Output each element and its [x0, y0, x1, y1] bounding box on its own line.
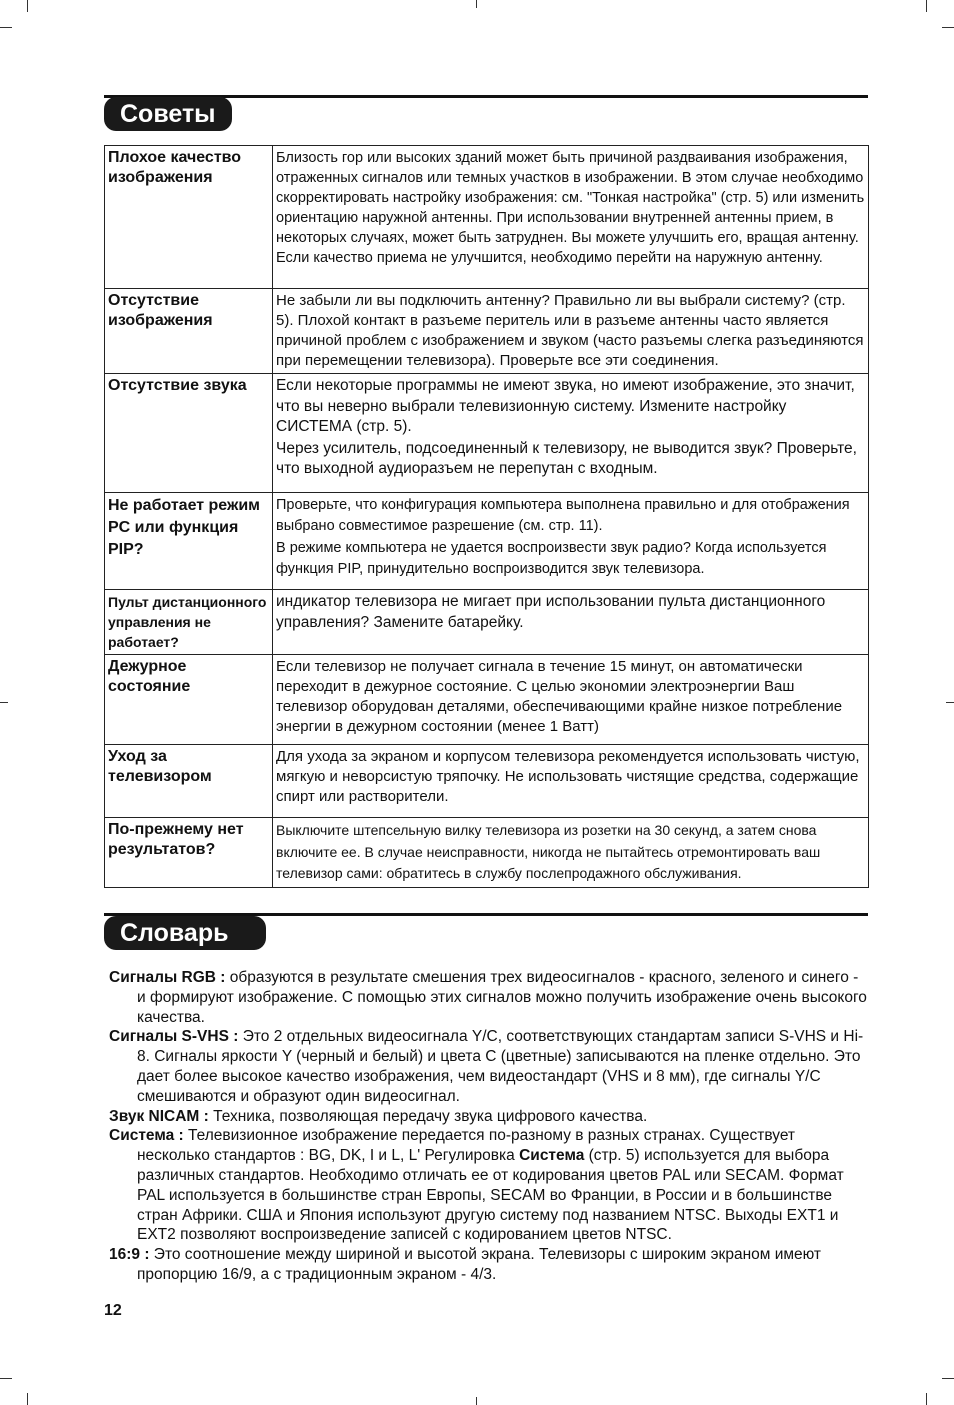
- solution-cell: [273, 289, 869, 374]
- solution-cell: [273, 745, 869, 818]
- table-row: [105, 493, 869, 590]
- solution-cell: [273, 590, 869, 655]
- tips-table: [104, 145, 869, 888]
- problem-cell: Отсутствие изображения: [105, 289, 273, 374]
- solution-text: Если некоторые программы не имеют звука, но имеют изображение, это значит, что вы неверно выбрали телевизионную систему. Измените настройку СИСТЕМА (стр. 5).: [276, 377, 855, 435]
- crop-mark: [942, 27, 954, 28]
- glossary-term: 16:9 :: [109, 1246, 150, 1264]
- crop-mark: [946, 702, 954, 703]
- glossary-list: [109, 968, 869, 1285]
- glossary-definition: Техника, позволяющая передачу звука цифрового качества.: [208, 1107, 648, 1125]
- solution-cell: [273, 146, 869, 289]
- table-row: [105, 590, 869, 655]
- page-number: 12: [104, 1302, 122, 1319]
- crop-mark: [942, 1378, 954, 1379]
- problem-cell: Отсутствие звука: [105, 374, 273, 493]
- glossary-term: Сигналы S-VHS :: [109, 1028, 239, 1046]
- glossary-entry: [109, 1107, 869, 1127]
- crop-mark: [27, 1393, 28, 1405]
- crop-mark: [0, 702, 8, 703]
- glossary-definition: Телевизионное изображение передается по-разному в разных странах. Существует несколько стандартов : BG, DK, I и L, L' Регулировка: [137, 1127, 796, 1165]
- solution-text: Если телевизор не получает сигнала в течение 15 минут, он автоматически переходит в дежурное состояние. С целью экономии электроэнергии Ваш телевизор оборудован деталями, обеспечивающими крайне низкое потребление энергии в дежурном состоянии (менее 1 Ватт): [276, 658, 843, 735]
- crop-mark: [0, 27, 12, 28]
- solution-text: Выключите штепсельную вилку телевизора из розетки на 30 секунд, а затем снова включите ее. В случае неисправности, никогда не пытайтесь отремонтировать ваш телевизор сами: обратитесь в службу послепродажного обслуживания.: [276, 822, 821, 881]
- solution-text: Не забыли ли вы подключить антенну? Правильно ли вы выбрали систему? (стр. 5). Плохой контакт в разъеме перитель или в разъеме антенны часто является причиной проблем с изображением и звуком (часто разъемы слегка разъединяются при перемещении телевизора). Проверьте все эти соединения.: [276, 292, 864, 369]
- glossary-term: Сигналы RGB :: [109, 969, 226, 986]
- problem-cell: Дежурное состояние: [105, 655, 273, 745]
- glossary-definition: образуются в результате смешения трех видеосигналов - красного, зеленого и синего - и формируют изображение. С помощью этих сигналов можно получить изображение очень высокого качества.: [137, 969, 867, 1026]
- solution-cell: [273, 493, 869, 590]
- problem-cell: По-прежнему нет результатов?: [105, 818, 273, 888]
- crop-mark: [27, 0, 28, 12]
- solution-text: Проверьте, что конфигурация компьютера выполнена правильно и для отображения выбрано совместимое разрешение (см. стр. 11).: [276, 497, 850, 534]
- glossary-entry: [109, 1027, 869, 1106]
- table-row: [105, 745, 869, 818]
- tips-section-title: Советы: [104, 97, 232, 131]
- crop-mark: [0, 1378, 12, 1379]
- solution-text: Близость гор или высоких зданий может быть причиной раздваивания изображения, отраженных сигналов или темных участков в изображении. В этом случае необходимо скорректировать настройку изображения: см. "Тонкая настройка" (стр. 5) или изменить ориентацию наружной антенны. При использовании внутренней антенны прием, в некоторых случаях, может быть затруднен. Вы можете улучшить его, вращая антенну. Если качество приема не улучшится, необходимо перейти на наружную антенну.: [276, 150, 865, 266]
- glossary-term: Звук NICAM :: [109, 1107, 209, 1125]
- solution-cell: [273, 818, 869, 888]
- solution-cell: [273, 374, 869, 493]
- crop-mark: [926, 1393, 927, 1405]
- glossary-entry: [109, 1126, 869, 1245]
- problem-cell: Пульт дистанционного управления не работает?: [105, 590, 273, 655]
- problem-cell: Не работает режим PC или функция PIP?: [105, 493, 273, 590]
- solution-text: Для ухода за экраном и корпусом телевизора рекомендуется использовать чистую, мягкую и неворсистую тряпочку. Не использовать чистящие средства, содержащие спирт или растворители.: [276, 748, 860, 805]
- solution-text: Через усилитель, подсоединенный к телевизору, не выводится звук? Проверьте, что выходной аудиоразъем не перепутан с входным.: [276, 439, 857, 477]
- glossary-entry: [109, 968, 869, 1027]
- solution-text: индикатор телевизора не мигает при использовании пульта дистанционного управления? Замените батарейку.: [276, 593, 826, 631]
- table-row: [105, 655, 869, 745]
- glossary-definition: Это соотношение между шириной и высотой экрана. Телевизоры с широким экраном имеют пропорцию 16/9, а с традиционным экраном - 4/3.: [137, 1246, 822, 1283]
- glossary-entry: [109, 1245, 869, 1285]
- crop-mark: [476, 0, 477, 8]
- glossary-section-title: Словарь: [104, 916, 266, 950]
- crop-mark: [926, 0, 927, 12]
- glossary-term: Система :: [109, 1127, 184, 1145]
- crop-mark: [476, 1397, 477, 1405]
- glossary-definition: Это 2 отдельных видеосигнала Y/C, соответствующих стандартам записи S-VHS и Hi-8. Сигналы яркости Y (черный и белый) и цвета C (цветные) записываются на пленке отдельно. Это дает более высокое качество изображения, чем видеостандарт (VHS и 8 мм), где сигналы Y/C смешиваются и образуют один видеосигнал.: [137, 1028, 864, 1105]
- glossary-definition: (стр. 5) используется для выбора различных стандартов. Необходимо отличать ее от кодирования цветов PAL или SECAM. Формат PAL используется в большинстве стран Европы, SECAM во Франции, в России и в большинстве стран Африки. США и Япония используют другую систему под названием NTSC. Выходы EXT1 и EXT2 позволяют воспроизведение записей с кодированием цветов NTSC.: [137, 1147, 844, 1244]
- solution-text: В режиме компьютера не удается воспроизвести звук радио? Когда используется функция PIP, принудительно воспроизводится звук телевизора.: [276, 540, 827, 577]
- problem-cell: Уход за телевизором: [105, 745, 273, 818]
- glossary-inline-term: Система: [519, 1147, 585, 1165]
- problem-cell: Плохое качество изображения: [105, 146, 273, 289]
- table-row: [105, 146, 869, 289]
- solution-cell: [273, 655, 869, 745]
- table-row: [105, 374, 869, 493]
- table-row: [105, 289, 869, 374]
- table-row: [105, 818, 869, 888]
